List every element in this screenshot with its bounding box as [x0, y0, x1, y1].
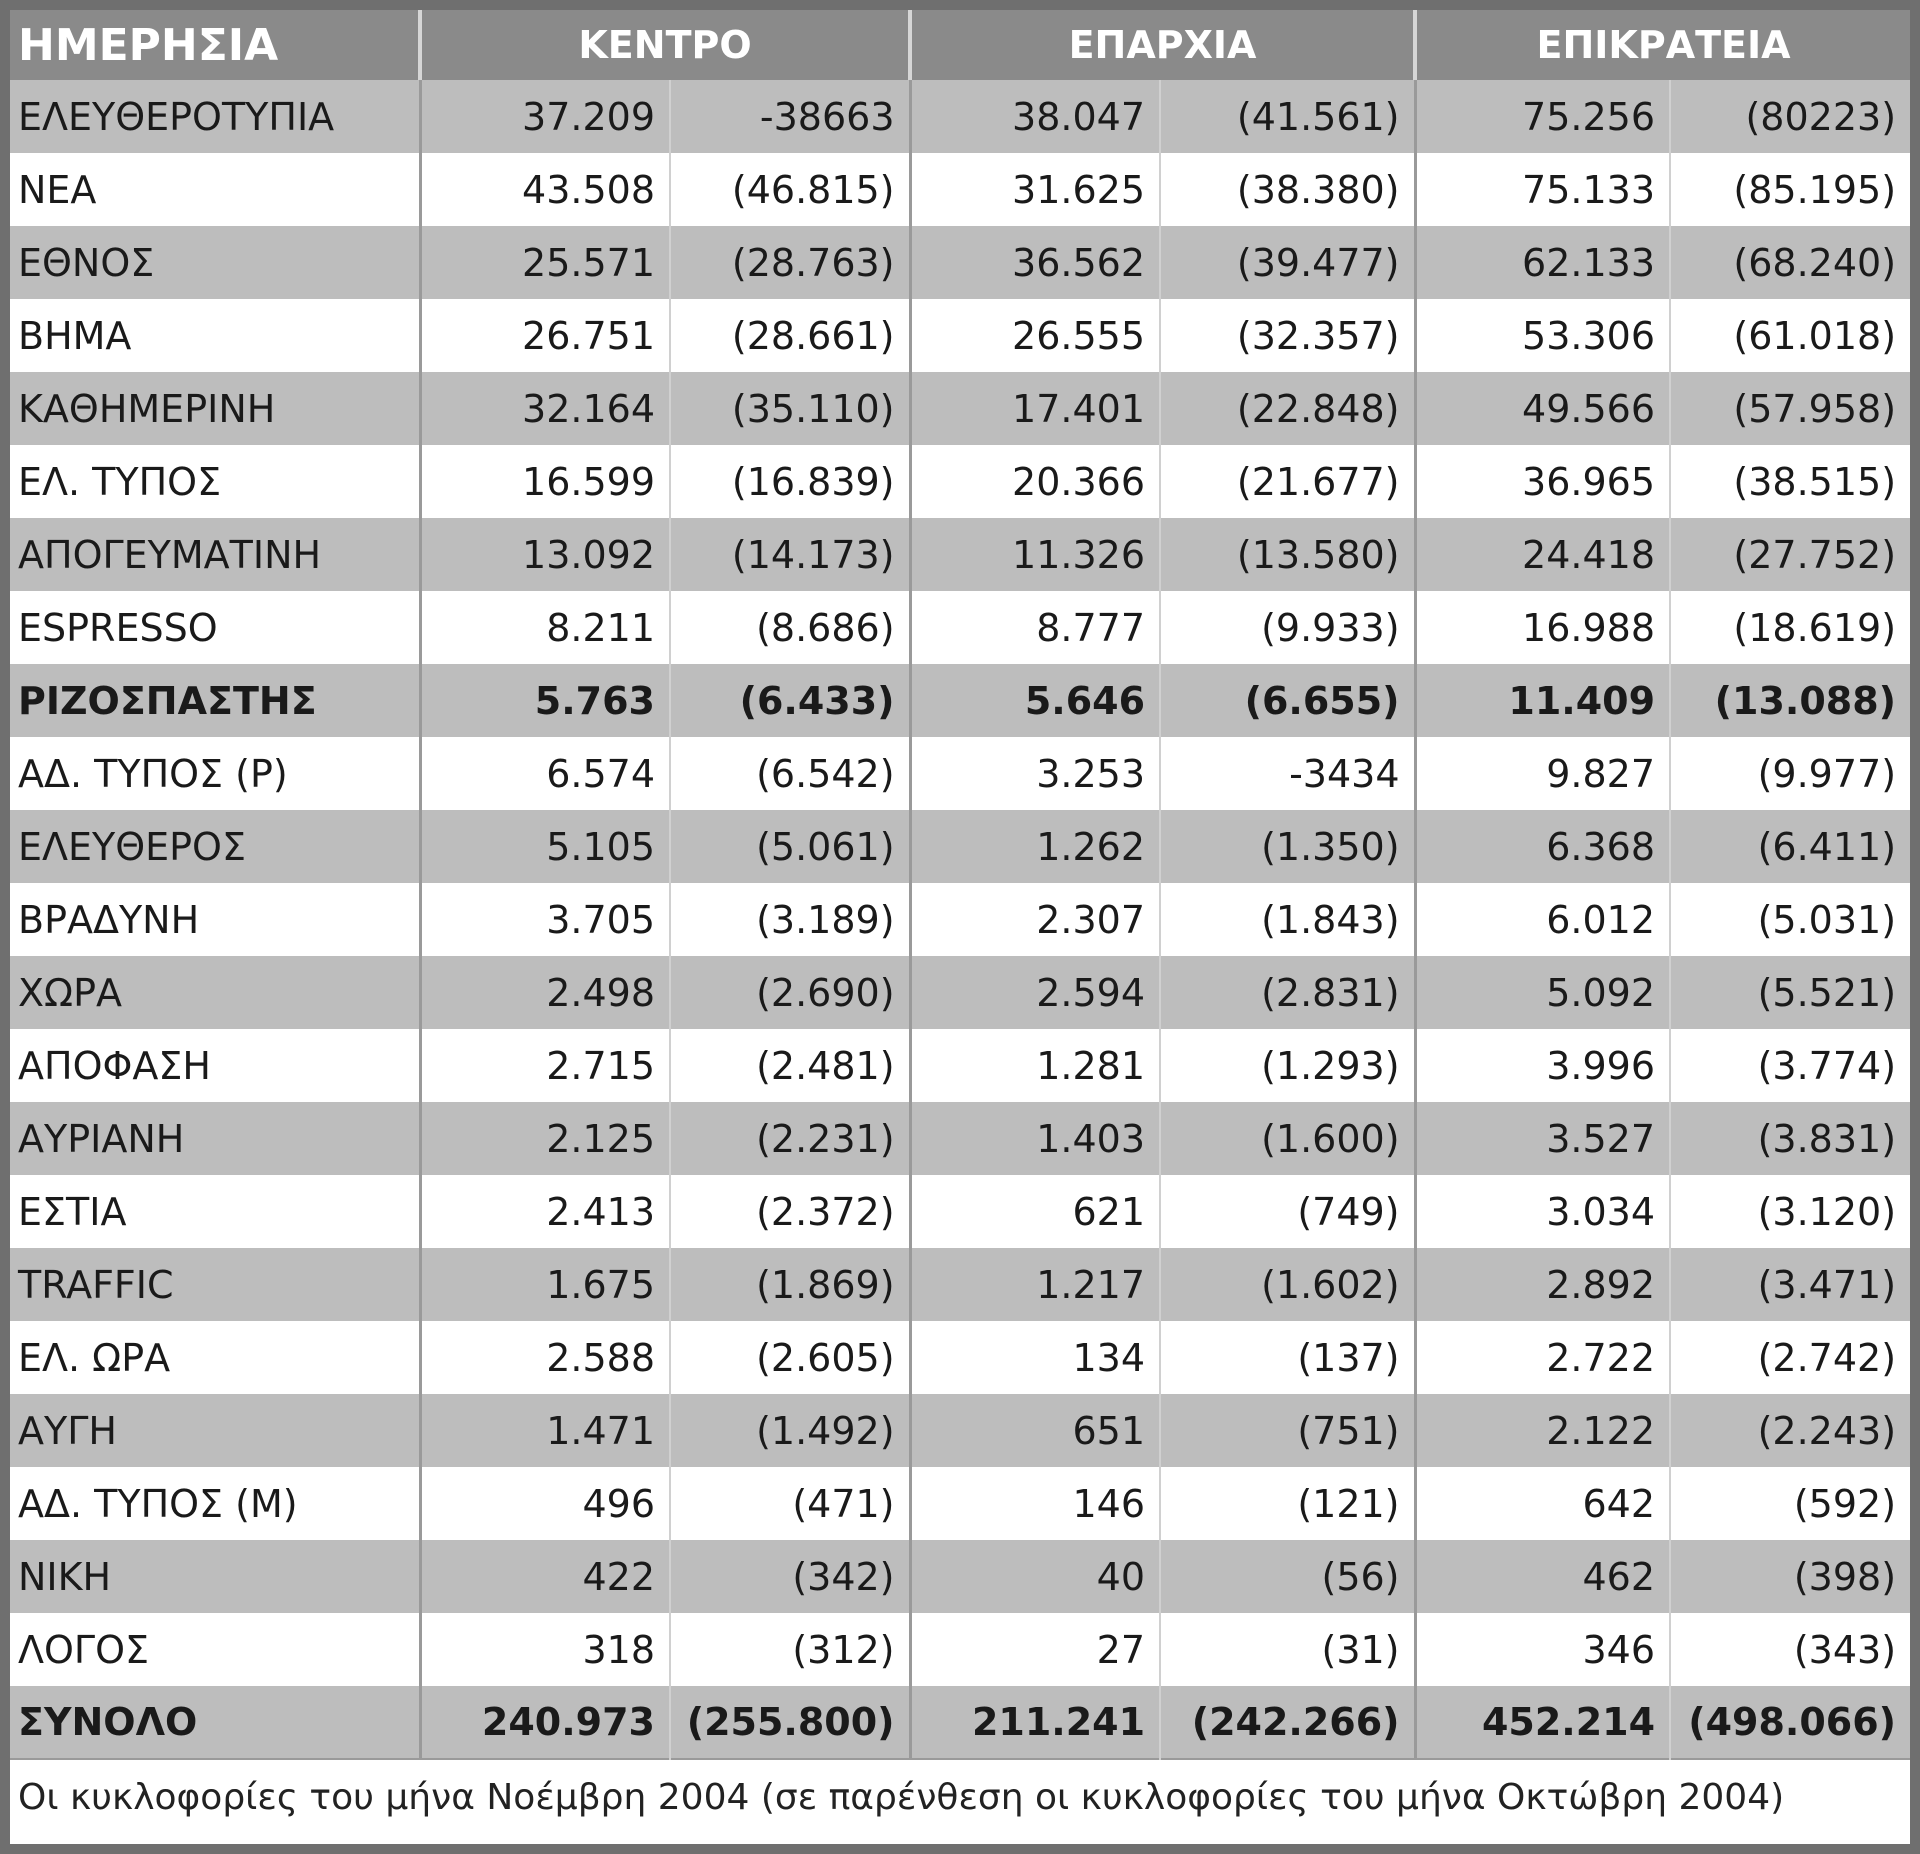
center-oct-cell: (28.763) — [670, 226, 910, 299]
center-nov-cell: 2.498 — [420, 956, 670, 1029]
newspaper-name-cell: ΝΙΚΗ — [10, 1540, 420, 1613]
nationwide-oct-cell: (27.752) — [1670, 518, 1910, 591]
center-oct-cell: (8.686) — [670, 591, 910, 664]
center-oct-cell: (14.173) — [670, 518, 910, 591]
newspaper-name-cell: ΑΔ. ΤΥΠΟΣ (Μ) — [10, 1467, 420, 1540]
table-row — [10, 1102, 1910, 1175]
newspaper-name-cell: ΡΙΖΟΣΠΑΣΤΗΣ — [10, 664, 420, 737]
province-nov-cell: 27 — [910, 1613, 1160, 1686]
province-nov-cell: 1.281 — [910, 1029, 1160, 1102]
footnote: Οι κυκλοφορίες του μήνα Νοέμβρη 2004 (σε παρένθεση οι κυκλοφορίες του μήνα Οκτώβρη 2004) — [10, 1759, 1910, 1835]
newspaper-name-cell: ΕΛ. ΤΥΠΟΣ — [10, 445, 420, 518]
nationwide-oct-cell: (2.243) — [1670, 1394, 1910, 1467]
center-oct-cell: (6.542) — [670, 737, 910, 810]
nationwide-oct-cell: (3.774) — [1670, 1029, 1910, 1102]
nationwide-nov-cell: 75.256 — [1415, 80, 1670, 153]
center-nov-cell: 1.675 — [420, 1248, 670, 1321]
table-row — [10, 80, 1910, 153]
province-oct-cell: (1.350) — [1160, 810, 1415, 883]
nationwide-nov-cell: 53.306 — [1415, 299, 1670, 372]
table-row — [10, 1321, 1910, 1394]
newspaper-name-cell: ΕΘΝΟΣ — [10, 226, 420, 299]
newspaper-name-cell: ΕΛΕΥΘΕΡΟΤΥΠΙΑ — [10, 80, 420, 153]
center-oct-cell: (2.605) — [670, 1321, 910, 1394]
nationwide-oct-cell: (3.471) — [1670, 1248, 1910, 1321]
table-row — [10, 1540, 1910, 1613]
header-center: ΚΕΝΤΡΟ — [420, 10, 910, 80]
newspaper-name-cell: ΑΥΓΗ — [10, 1394, 420, 1467]
nationwide-oct-cell: (57.958) — [1670, 372, 1910, 445]
nationwide-nov-cell: 642 — [1415, 1467, 1670, 1540]
province-oct-cell: (6.655) — [1160, 664, 1415, 737]
header-province: ΕΠΑΡΧΙΑ — [910, 10, 1415, 80]
newspaper-name-cell: ΒΡΑΔΥΝΗ — [10, 883, 420, 956]
newspaper-name-cell: ΑΥΡΙΑΝΗ — [10, 1102, 420, 1175]
nationwide-nov-cell: 3.996 — [1415, 1029, 1670, 1102]
nationwide-nov-cell: 346 — [1415, 1613, 1670, 1686]
table-row — [10, 1394, 1910, 1467]
province-nov-cell: 134 — [910, 1321, 1160, 1394]
province-oct-cell: (41.561) — [1160, 80, 1415, 153]
center-nov-cell: 5.763 — [420, 664, 670, 737]
province-oct-cell: (1.843) — [1160, 883, 1415, 956]
center-nov-cell: 26.751 — [420, 299, 670, 372]
province-nov-cell: 17.401 — [910, 372, 1160, 445]
newspaper-name-cell: ΧΩΡΑ — [10, 956, 420, 1029]
nationwide-oct-cell: (592) — [1670, 1467, 1910, 1540]
nationwide-oct-cell: (38.515) — [1670, 445, 1910, 518]
table-row — [10, 1175, 1910, 1248]
center-nov-cell: 43.508 — [420, 153, 670, 226]
nationwide-nov-cell: 16.988 — [1415, 591, 1670, 664]
province-oct-cell: (32.357) — [1160, 299, 1415, 372]
table-row — [10, 445, 1910, 518]
center-oct-cell: (2.231) — [670, 1102, 910, 1175]
header-row — [10, 10, 1910, 80]
province-oct-cell: (1.600) — [1160, 1102, 1415, 1175]
nationwide-nov-cell: 3.034 — [1415, 1175, 1670, 1248]
center-oct-cell: (342) — [670, 1540, 910, 1613]
nationwide-oct-cell: (5.521) — [1670, 956, 1910, 1029]
newspaper-name-cell: ΑΠΟΓΕΥΜΑΤΙΝΗ — [10, 518, 420, 591]
center-oct-cell: (255.800) — [670, 1686, 910, 1759]
nationwide-nov-cell: 452.214 — [1415, 1686, 1670, 1759]
table-row — [10, 1613, 1910, 1686]
nationwide-nov-cell: 6.368 — [1415, 810, 1670, 883]
nationwide-oct-cell: (18.619) — [1670, 591, 1910, 664]
center-nov-cell: 32.164 — [420, 372, 670, 445]
province-nov-cell: 26.555 — [910, 299, 1160, 372]
center-oct-cell: -38663 — [670, 80, 910, 153]
newspaper-name-cell: TRAFFIC — [10, 1248, 420, 1321]
center-oct-cell: (471) — [670, 1467, 910, 1540]
province-nov-cell: 3.253 — [910, 737, 1160, 810]
center-oct-cell: (1.869) — [670, 1248, 910, 1321]
nationwide-nov-cell: 9.827 — [1415, 737, 1670, 810]
table-row — [10, 153, 1910, 226]
nationwide-oct-cell: (9.977) — [1670, 737, 1910, 810]
center-nov-cell: 318 — [420, 1613, 670, 1686]
province-oct-cell: (242.266) — [1160, 1686, 1415, 1759]
province-oct-cell: (751) — [1160, 1394, 1415, 1467]
nationwide-oct-cell: (5.031) — [1670, 883, 1910, 956]
center-oct-cell: (2.372) — [670, 1175, 910, 1248]
nationwide-nov-cell: 3.527 — [1415, 1102, 1670, 1175]
province-nov-cell: 651 — [910, 1394, 1160, 1467]
table-row — [10, 1248, 1910, 1321]
center-nov-cell: 2.413 — [420, 1175, 670, 1248]
nationwide-nov-cell: 2.122 — [1415, 1394, 1670, 1467]
table-row — [10, 664, 1910, 737]
center-oct-cell: (6.433) — [670, 664, 910, 737]
table-body — [10, 80, 1910, 1759]
footnote-row — [10, 1759, 1910, 1835]
newspaper-name-cell: ΕΛ. ΩΡΑ — [10, 1321, 420, 1394]
nationwide-nov-cell: 24.418 — [1415, 518, 1670, 591]
newspaper-name-cell: ΣΥΝΟΛΟ — [10, 1686, 420, 1759]
province-nov-cell: 1.403 — [910, 1102, 1160, 1175]
nationwide-nov-cell: 462 — [1415, 1540, 1670, 1613]
province-oct-cell: (56) — [1160, 1540, 1415, 1613]
header-dailies: ΗΜΕΡΗΣΙΑ — [10, 10, 420, 80]
newspaper-name-cell: ΒΗΜΑ — [10, 299, 420, 372]
center-nov-cell: 3.705 — [420, 883, 670, 956]
province-nov-cell: 20.366 — [910, 445, 1160, 518]
province-oct-cell: (31) — [1160, 1613, 1415, 1686]
nationwide-oct-cell: (3.120) — [1670, 1175, 1910, 1248]
province-nov-cell: 2.307 — [910, 883, 1160, 956]
newspaper-name-cell: ΕΣΤΙΑ — [10, 1175, 420, 1248]
table-row — [10, 810, 1910, 883]
newspaper-name-cell: ΛΟΓΟΣ — [10, 1613, 420, 1686]
province-nov-cell: 146 — [910, 1467, 1160, 1540]
province-nov-cell: 1.217 — [910, 1248, 1160, 1321]
center-oct-cell: (1.492) — [670, 1394, 910, 1467]
center-nov-cell: 8.211 — [420, 591, 670, 664]
total-row — [10, 1686, 1910, 1759]
province-oct-cell: (1.602) — [1160, 1248, 1415, 1321]
nationwide-nov-cell: 75.133 — [1415, 153, 1670, 226]
nationwide-oct-cell: (398) — [1670, 1540, 1910, 1613]
province-oct-cell: (39.477) — [1160, 226, 1415, 299]
center-oct-cell: (5.061) — [670, 810, 910, 883]
center-nov-cell: 422 — [420, 1540, 670, 1613]
nationwide-oct-cell: (13.088) — [1670, 664, 1910, 737]
center-nov-cell: 37.209 — [420, 80, 670, 153]
nationwide-oct-cell: (3.831) — [1670, 1102, 1910, 1175]
nationwide-oct-cell: (343) — [1670, 1613, 1910, 1686]
province-nov-cell: 38.047 — [910, 80, 1160, 153]
province-nov-cell: 36.562 — [910, 226, 1160, 299]
nationwide-oct-cell: (6.411) — [1670, 810, 1910, 883]
province-oct-cell: (38.380) — [1160, 153, 1415, 226]
table-row — [10, 226, 1910, 299]
nationwide-nov-cell: 49.566 — [1415, 372, 1670, 445]
nationwide-oct-cell: (2.742) — [1670, 1321, 1910, 1394]
nationwide-nov-cell: 5.092 — [1415, 956, 1670, 1029]
province-nov-cell: 1.262 — [910, 810, 1160, 883]
nationwide-nov-cell: 11.409 — [1415, 664, 1670, 737]
province-oct-cell: (749) — [1160, 1175, 1415, 1248]
province-nov-cell: 40 — [910, 1540, 1160, 1613]
header-nationwide: ΕΠΙΚΡΑΤΕΙΑ — [1415, 10, 1910, 80]
nationwide-oct-cell: (68.240) — [1670, 226, 1910, 299]
province-oct-cell: (2.831) — [1160, 956, 1415, 1029]
table-row — [10, 518, 1910, 591]
nationwide-nov-cell: 62.133 — [1415, 226, 1670, 299]
newspaper-name-cell: ΑΔ. ΤΥΠΟΣ (Ρ) — [10, 737, 420, 810]
nationwide-nov-cell: 2.722 — [1415, 1321, 1670, 1394]
center-nov-cell: 2.588 — [420, 1321, 670, 1394]
nationwide-nov-cell: 6.012 — [1415, 883, 1670, 956]
province-nov-cell: 8.777 — [910, 591, 1160, 664]
center-nov-cell: 2.125 — [420, 1102, 670, 1175]
center-oct-cell: (312) — [670, 1613, 910, 1686]
table-row — [10, 591, 1910, 664]
nationwide-oct-cell: (61.018) — [1670, 299, 1910, 372]
province-oct-cell: (9.933) — [1160, 591, 1415, 664]
province-nov-cell: 2.594 — [910, 956, 1160, 1029]
center-oct-cell: (35.110) — [670, 372, 910, 445]
newspaper-name-cell: ESPRESSO — [10, 591, 420, 664]
table-row — [10, 883, 1910, 956]
center-nov-cell: 6.574 — [420, 737, 670, 810]
province-oct-cell: (1.293) — [1160, 1029, 1415, 1102]
newspaper-name-cell: ΚΑΘΗΜΕΡΙΝΗ — [10, 372, 420, 445]
newspaper-name-cell: ΕΛΕΥΘΕΡΟΣ — [10, 810, 420, 883]
center-nov-cell: 5.105 — [420, 810, 670, 883]
province-nov-cell: 31.625 — [910, 153, 1160, 226]
nationwide-nov-cell: 36.965 — [1415, 445, 1670, 518]
newspaper-name-cell: ΝΕΑ — [10, 153, 420, 226]
table-row — [10, 956, 1910, 1029]
center-oct-cell: (46.815) — [670, 153, 910, 226]
center-nov-cell: 496 — [420, 1467, 670, 1540]
newspaper-name-cell: ΑΠΟΦΑΣΗ — [10, 1029, 420, 1102]
nationwide-oct-cell: (498.066) — [1670, 1686, 1910, 1759]
table-row — [10, 1467, 1910, 1540]
province-oct-cell: (137) — [1160, 1321, 1415, 1394]
center-oct-cell: (3.189) — [670, 883, 910, 956]
province-nov-cell: 211.241 — [910, 1686, 1160, 1759]
center-nov-cell: 16.599 — [420, 445, 670, 518]
province-nov-cell: 11.326 — [910, 518, 1160, 591]
table-row — [10, 737, 1910, 810]
circulation-table — [10, 10, 1910, 1835]
center-nov-cell: 2.715 — [420, 1029, 670, 1102]
province-oct-cell: (13.580) — [1160, 518, 1415, 591]
province-oct-cell: (21.677) — [1160, 445, 1415, 518]
nationwide-oct-cell: (85.195) — [1670, 153, 1910, 226]
province-oct-cell: -3434 — [1160, 737, 1415, 810]
province-oct-cell: (22.848) — [1160, 372, 1415, 445]
province-nov-cell: 5.646 — [910, 664, 1160, 737]
nationwide-oct-cell: (80223) — [1670, 80, 1910, 153]
province-oct-cell: (121) — [1160, 1467, 1415, 1540]
center-oct-cell: (16.839) — [670, 445, 910, 518]
center-nov-cell: 25.571 — [420, 226, 670, 299]
center-oct-cell: (2.690) — [670, 956, 910, 1029]
nationwide-nov-cell: 2.892 — [1415, 1248, 1670, 1321]
province-nov-cell: 621 — [910, 1175, 1160, 1248]
center-nov-cell: 240.973 — [420, 1686, 670, 1759]
center-oct-cell: (2.481) — [670, 1029, 910, 1102]
table-row — [10, 372, 1910, 445]
center-oct-cell: (28.661) — [670, 299, 910, 372]
table-row — [10, 299, 1910, 372]
center-nov-cell: 13.092 — [420, 518, 670, 591]
table-row — [10, 1029, 1910, 1102]
center-nov-cell: 1.471 — [420, 1394, 670, 1467]
